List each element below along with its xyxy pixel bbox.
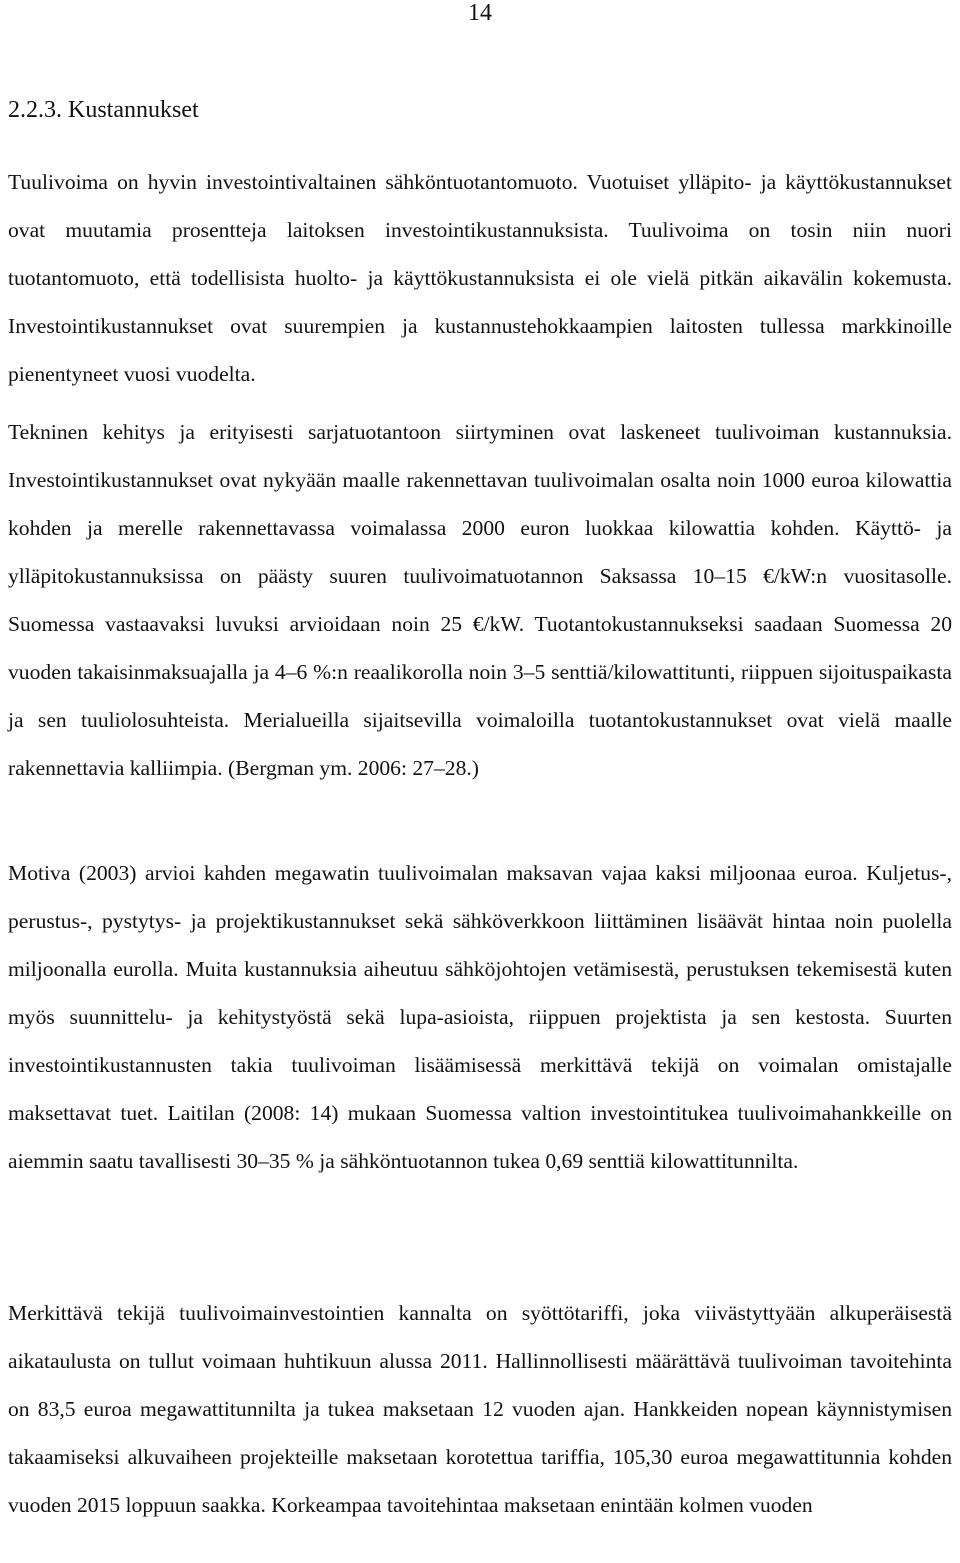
body-text-2 [8, 408, 952, 817]
body-text-4 [8, 1289, 952, 1554]
paragraph-technical-development: Tekninen kehitys ja erityisesti sarjatuotantoon siirtyminen ovat laskeneet tuulivoiman kustannuksia. Investointikustannukset ovat nykyään maalle rakennettavan tuulivoimalan osalta noin 1000 euroa kilowattia kohden ja merelle rakennettavassa voimalassa 2000 euron luokkaa kilowattia kohden. Käyttö- ja ylläpitokustannuksissa on päästy suuren tuulivoimatuotannon Saksassa 10–15 €/kW:n vuositasolle. Suomessa vastaavaksi luvuksi arvioidaan noin 25 €/kW. Tuotantokustannukseksi saadaan Suomessa 20 vuoden takaisinmaksuajalla ja 4–6 %:n reaalikorolla noin 3–5 senttiä/kilowattitunti, riippuen sijoituspaikasta ja sen tuuliolosuhteista. Merialueilla sijaitsevilla voimaloilla tuotantokustannukset ovat vielä maalle rakennettavia kalliimpia. (Bergman ym. 2006: 27–28.) [8, 420, 952, 780]
paragraph-costs-overview: Tuulivoima on hyvin investointivaltainen sähköntuotantomuoto. Vuotuiset ylläpito- ja käyttökustannukset ovat muutamia prosentteja laitoksen investointikustannuksista. Tuulivoima on tosin niin nuori tuotantomuoto, että todellisista huolto- ja käyttökustannuksista ei ole vielä pitkän aikavälin kokemusta. Investointikustannukset ovat suurempien ja kustannustehokkaampien laitosten tullessa markkinoille pienentyneet vuosi vuodelta. [8, 170, 952, 386]
paragraph-feed-in-tariff: Merkittävä tekijä tuulivoimainvestointien kannalta on syöttötariffi, joka viivästyttyään alkuperäisestä aikataulusta on tullut voimaan huhtikuun alussa 2011. Hallinnollisesti määrättävä tuulivoiman tavoitehinta on 83,5 euroa megawattitunnilta ja tukea maksetaan 12 vuoden ajan. Hankkeiden nopean käynnistymisen takaamiseksi alkuvaiheen projekteille maksetaan korotettua tariffia, 105,30 euroa megawattitunnia kohden vuoden 2015 loppuun saakka. Korkeampaa tavoitehintaa maksetaan enintään kolmen vuoden [8, 1301, 952, 1517]
paragraph-motiva-estimate: Motiva (2003) arvioi kahden megawatin tuulivoimalan maksavan vajaa kaksi miljoonaa euroa. Kuljetus-, perustus-, pystytys- ja projektikustannukset sekä sähköverkkoon liittäminen lisäävät hintaa noin puolella miljoonalla eurolla. Muita kustannuksia aiheutuu sähköjohtojen vetämisestä, perustuksen tekemisestä kuten myös suunnittelu- ja kehitystyöstä sekä lupa-asioista, riippuen projektista ja sen kestosta. Suurten investointikustannusten takia tuulivoiman lisäämisessä merkittävä tekijä on voimalan omistajalle maksettavat tuet. Laitilan (2008: 14) mukaan Suomessa valtion investointitukea tuulivoimahankkeille on aiemmin saatu tavallisesti 30–35 % ja sähköntuotannon tukea 0,69 senttiä kilowattitunnilta. [8, 861, 952, 1173]
body-text [8, 158, 952, 398]
page-number: 14 [468, 0, 492, 26]
body-text-3 [8, 849, 952, 1210]
section-heading: 2.2.3. Kustannukset [8, 97, 199, 123]
